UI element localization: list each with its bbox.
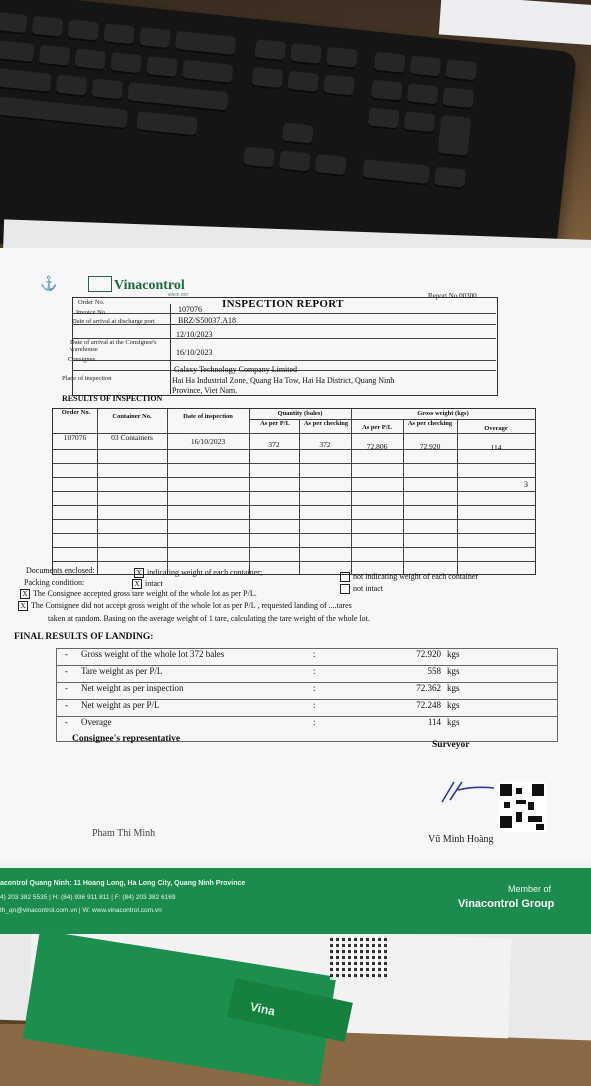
folder-logo-text: Vina (248, 999, 277, 1019)
final-row-label: Tare weight as per P/L (81, 666, 163, 676)
key (323, 75, 355, 98)
row-dash: - (65, 700, 68, 710)
info-label: Consignee (68, 356, 96, 363)
row-colon: : (313, 666, 316, 676)
col-header-container: Container No. (112, 413, 152, 420)
checkbox-checked: X (20, 589, 30, 599)
final-row (57, 717, 557, 733)
key (434, 167, 466, 190)
place-line-2: Province, Viet Nam. (172, 386, 238, 395)
surveyor-label: Surveyor (432, 740, 470, 750)
row-rule (53, 519, 535, 520)
cell-qty-pl: 372 (268, 440, 280, 449)
key (67, 20, 99, 43)
col-header-gross-check: As per checking (407, 420, 453, 427)
final-row-unit: kgs (447, 717, 460, 727)
row-colon: : (313, 683, 316, 693)
statement-not-accepted-text: The Consignee did not accept gross weight of the whole lot as per P/L , requested landing of ....tares (31, 601, 352, 610)
info-label: Order No. (78, 299, 105, 306)
report-title: INSPECTION REPORT (222, 298, 344, 310)
qr-block (500, 816, 512, 828)
key (409, 55, 441, 78)
row-dash: - (65, 666, 68, 676)
cell-overage: 114 (490, 443, 502, 452)
cell-gross-pl: 72.806 (366, 442, 388, 451)
key (127, 82, 229, 112)
info-label: Date of arrival at discharge port (72, 318, 155, 325)
row-rule (53, 547, 535, 548)
final-row-unit: kgs (447, 683, 460, 693)
packing-label: Packing condition: (24, 578, 85, 587)
checkbox-checked: X (134, 568, 144, 578)
documents-unchecked-label: not indicating weight of each container (353, 572, 479, 581)
final-row-label: Overage (81, 717, 112, 727)
key (55, 75, 87, 98)
key (32, 16, 64, 39)
cell-gross-check: 72.920 (419, 442, 441, 451)
final-row-value: 558 (427, 666, 441, 676)
key (0, 12, 28, 35)
qr-block (516, 800, 526, 804)
footer-member-of: Member of (508, 884, 552, 894)
documents-label: Documents enclosed: (26, 566, 95, 575)
company-since: SINCE 1957 (168, 292, 189, 297)
documents-checked-label: indicating weight of each container; (147, 568, 263, 577)
key (254, 39, 286, 62)
key (282, 122, 314, 145)
consignee-signatory-name: Pham Thi Minh (92, 828, 156, 839)
col-header-order: Order No. (61, 409, 91, 416)
invoice-value: 107076 (178, 305, 202, 314)
margin-mark-icon: ⚓ (40, 277, 58, 292)
col-header-gross-pl: As per P/L (362, 424, 392, 431)
packing-unchecked-label: not intact (353, 584, 383, 593)
footer-phone: 4) 203 382 5535 | H: (84) 936 911 811 | F: (84) 203 382 6169 (0, 894, 176, 901)
consignee-representative-label: Consignee's representative (72, 734, 181, 744)
documents-option-unchecked (340, 572, 478, 582)
key (326, 47, 358, 70)
row-rule (53, 505, 535, 506)
company-logo-text: Vinacontrol (114, 278, 185, 293)
row-rule (53, 561, 535, 562)
qr-block (528, 816, 542, 822)
row-dash: - (65, 649, 68, 659)
checkbox-unchecked (340, 572, 350, 582)
key (287, 71, 319, 94)
info-label: Place of inspection (62, 375, 112, 382)
row-dash: - (65, 683, 68, 693)
final-row (57, 666, 557, 683)
col-header-qty-pl: As per P/L (260, 420, 290, 427)
surveyor-signature (438, 776, 498, 806)
footer-address: acontrol Quang Ninh: 11 Hoang Long, Ha Long City, Quang Ninh Province (0, 880, 246, 887)
final-row (57, 649, 557, 666)
row-colon: : (313, 700, 316, 710)
statement-continuation: taken at random. Basing on the average weight of 1 tare, calculating the tare weight of the whole lot. (48, 614, 370, 623)
info-divider (170, 304, 171, 394)
qr-block (516, 788, 522, 794)
key (290, 43, 322, 66)
key (39, 45, 71, 68)
packing-option-unchecked (340, 584, 383, 594)
report-number: Report No.00300 (428, 292, 477, 300)
final-row (57, 683, 557, 700)
col-header-quantity: Quantity (bales) (277, 410, 323, 417)
row-rule (53, 463, 535, 464)
cell-container: 03 Containers (111, 433, 153, 442)
key (91, 78, 123, 101)
info-label: Date of arrival at the Consignee's warehouse (70, 339, 157, 353)
key (74, 48, 106, 71)
checkbox-checked: X (132, 579, 142, 589)
key (279, 150, 311, 173)
final-row-label: Gross weight of the whole lot 372 bales (81, 649, 225, 659)
row-rule (53, 477, 535, 478)
key (445, 59, 477, 82)
key (251, 67, 283, 90)
checkbox-checked: X (18, 601, 28, 611)
vinacontrol-logo-icon (88, 276, 112, 292)
qr-code-bottom (330, 936, 388, 980)
row-rule (53, 491, 535, 492)
cell-qty-check: 372 (319, 440, 331, 449)
final-row-unit: kgs (447, 649, 460, 659)
qr-block (500, 784, 512, 796)
final-row-value: 72.248 (416, 700, 441, 710)
key (175, 31, 237, 57)
consignee-name: Galaxy Technology Company Limited (174, 365, 298, 374)
checkbox-unchecked (340, 584, 350, 594)
qr-block (504, 802, 510, 808)
key (139, 27, 171, 50)
final-row-label: Net weight as per P/L (81, 700, 160, 710)
statement-accepted-text: The Consignee accepted gross tare weight of the whole lot as per P/L. (33, 589, 257, 598)
key (371, 80, 403, 103)
key (110, 52, 142, 75)
packing-option-checked (132, 579, 163, 589)
key (0, 68, 52, 94)
col-header-gross: Gross weight (kgs) (417, 410, 469, 417)
results-heading: RESULTS OF INSPECTION (62, 394, 163, 403)
footer-group-name: Vinacontrol Group (458, 898, 555, 910)
key (103, 23, 135, 46)
page-marker: 3 (524, 480, 528, 489)
packing-checked-label: intact (145, 579, 163, 588)
key (362, 159, 430, 186)
footer-email: th_qn@vinacontrol.com.vn | W: www.vinacontrol.com.vn (0, 907, 162, 914)
final-row (57, 700, 557, 717)
key (407, 83, 439, 106)
arrival-warehouse-date: 16/10/2023 (176, 348, 213, 357)
statement-not-accepted (18, 601, 352, 611)
key (404, 111, 436, 134)
info-label: Invoice No. (76, 309, 107, 316)
row-colon: : (313, 649, 316, 659)
qr-block (536, 824, 544, 830)
final-row-label: Net weight as per inspection (81, 683, 184, 693)
key (146, 56, 178, 79)
key (136, 111, 198, 137)
row-rule (53, 533, 535, 534)
arrival-port-date: 12/10/2023 (176, 330, 213, 339)
key (374, 52, 406, 75)
final-row-value: 72.920 (416, 649, 441, 659)
col-header-date: Date of inspection (183, 413, 233, 420)
statement-accepted (20, 589, 257, 599)
results-table (52, 408, 536, 575)
qr-block (532, 784, 544, 796)
final-row-unit: kgs (447, 666, 460, 676)
row-dash: - (65, 717, 68, 727)
key (0, 96, 128, 131)
final-row-value: 114 (427, 717, 441, 727)
key (437, 115, 471, 158)
info-rule (72, 313, 496, 314)
info-rule (72, 360, 496, 361)
key (243, 147, 275, 170)
row-colon: : (313, 717, 316, 727)
key (368, 107, 400, 130)
final-results-table (56, 648, 558, 742)
qr-block (516, 812, 522, 822)
qr-code (498, 782, 546, 832)
qr-block (528, 802, 534, 810)
key (0, 40, 35, 64)
cell-order-no: 107076 (63, 433, 87, 442)
key (182, 60, 234, 85)
final-row-value: 72.362 (416, 683, 441, 693)
discharge-port-value: BRZ/S50037.A18 (178, 316, 237, 325)
key (315, 154, 347, 177)
key (442, 87, 474, 110)
final-results-heading: FINAL RESULTS OF LANDING: (14, 632, 154, 642)
surveyor-signatory-name: Vũ Minh Hoàng (428, 834, 494, 845)
documents-option-checked (134, 568, 262, 578)
final-row-unit: kgs (447, 700, 460, 710)
col-header-qty-check: As per checking (303, 420, 349, 427)
cell-date: 16/10/2023 (190, 437, 226, 446)
col-header-overage: Overage (484, 425, 508, 432)
place-line-1: Hai Ha Industrial Zone, Quang Ha Tow, Hai Ha District, Quang Ninh (172, 376, 395, 385)
